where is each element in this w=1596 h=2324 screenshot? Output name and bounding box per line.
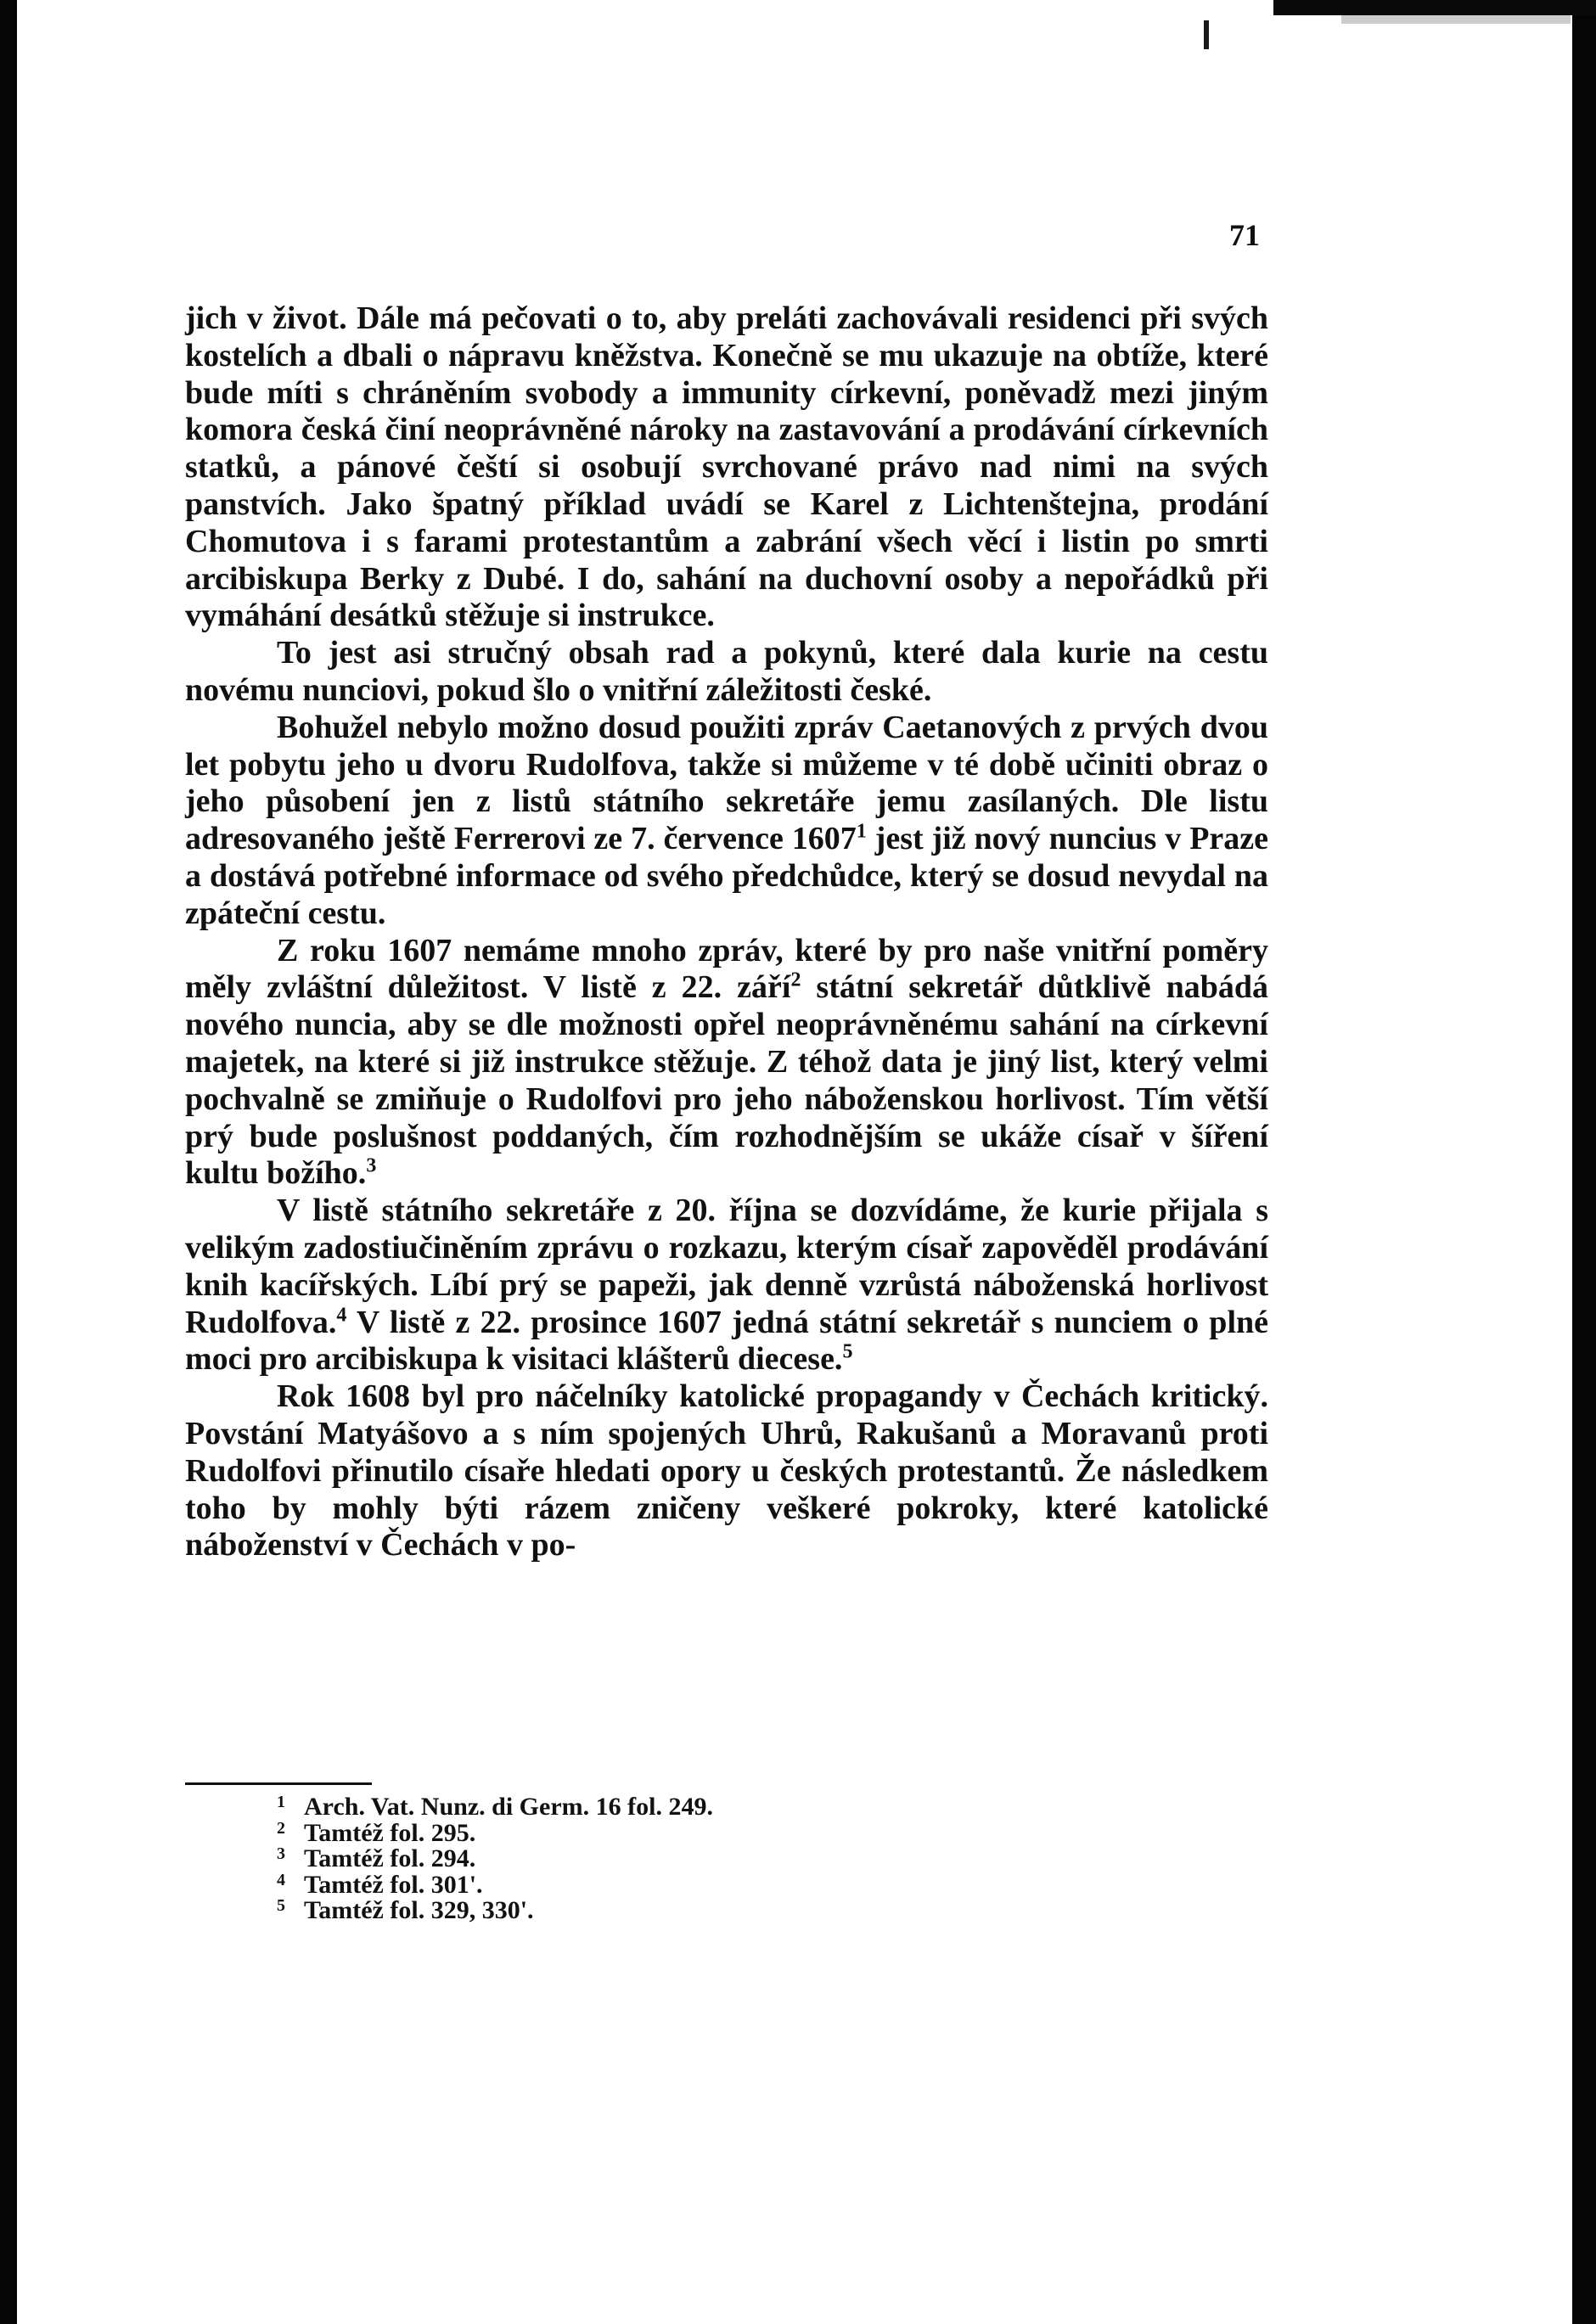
scan-artifact-mark [1204,20,1209,49]
footnote [277,1898,1041,1924]
body-text [185,300,1268,1564]
footnote-reference: 2 [790,968,801,991]
footnote [277,1794,1041,1821]
paragraph [185,933,1268,1193]
text-run: V listě z 22. prosince 1607 jedná státní sekretář s nunciem o plné moci pro arcibiskupa k visitaci klášterů diecese. [185,1304,1268,1378]
footnote-reference: 5 [842,1340,853,1363]
footnote-reference: 3 [366,1154,377,1177]
page-number: 71 [1229,218,1260,252]
text-run: jich v život. Dále má pečovati o to, aby preláti zachovávali residenci při svých kostelích a dbali o nápravu kněžstva. Konečně se mu ukazuje na obtíže, které bude míti s chráněním svobody a immunity církevní, poněvadž mezi jiným komora česká činí neoprávněné nároky na zastavování a prodávání církevních statků, a pánové čeští si osobují svrchované právo nad nimi na svých panstvích. Jako špatný příklad uvádí se Karel z Lichtenštejna, prodání Chomutova i s farami protestantům a zabrání všech věcí i listin po smrti arcibiskupa Berky z Dubé. I do, sahání na duchovní osoby a nepořádků při vymáhání desátků stěžuje si instrukce. [185,300,1268,634]
text-run: To jest asi stručný obsah rad a pokynů, které dala kurie na cestu novému nunciovi, pokud šlo o vnitřní záležitosti české. [185,635,1268,708]
footnote-text: Arch. Vat. Nunz. di Germ. 16 fol. 249. [304,1793,713,1821]
scan-border-top [1273,0,1596,15]
footnote-text: Tamtéž fol. 294. [304,1844,476,1872]
footnote-text: Tamtéž fol. 301'. [304,1870,483,1899]
footnote-text: Tamtéž fol. 295. [304,1818,476,1847]
scan-border-left [0,0,17,2324]
footnote-number: 2 [277,1818,285,1838]
footnote-number: 4 [277,1870,285,1889]
paragraph [185,300,1268,635]
footnote-number: 3 [277,1844,285,1863]
text-run: jest již nový nuncius v Praze a dostává potřebné informace od svého předchůdce, který se dosud nevydal na zpáteční cestu. [185,821,1268,931]
text-run: V listě státního sekretáře z 20. října se dozvídáme, že kurie přijala s velikým zadostiučiněním zprávu o rozkazu, kterým císař zapověděl prodávání knih kacířských. Líbí prý se papeži, jak denně vzrůstá náboženská horlivost Rudolfova. [185,1193,1268,1340]
footnote-divider [185,1782,372,1785]
footnote-text: Tamtéž fol. 329, 330'. [304,1896,534,1924]
text-run: státní sekretář důtklivě nabádá nového nuncia, aby se dle možnosti opřel neoprávněnému sahání na církevní majetek, na které si již instrukce stěžuje. Z téhož data je jiný list, který velmi pochvalně se zmiňuje o Rudolfovi pro jeho náboženskou horlivost. Tím větší prý bude poslušnost poddaných, čím rozhodnějším se ukáže císař v šíření kultu božího. [185,969,1268,1192]
footnote [277,1872,1041,1899]
footnote-number: 1 [277,1793,285,1811]
paragraph [185,635,1268,710]
footnote [277,1846,1041,1872]
text-run: Z roku 1607 nemáme mnoho zpráv, které by pro naše vnitřní poměry měly zvláštní důležitost. V listě z 22. září [185,932,1268,1006]
footnote-number: 5 [277,1896,285,1915]
scan-shadow-top [1341,15,1571,24]
paragraph [185,1193,1268,1378]
scan-border-right [1572,0,1596,2324]
paragraph [185,710,1268,933]
footnotes [277,1794,1041,1924]
footnote-reference: 1 [856,820,867,843]
footnote-reference: 4 [336,1303,347,1326]
text-run: Bohužel nebylo možno dosud použiti zpráv Caetanových z prvých dvou let pobytu jeho u dvoru Rudolfova, takže si můžeme v té době učiniti obraz o jeho působení jen z listů státního sekretáře jemu zasílaných. Dle listu adresovaného ještě Ferrerovi ze 7. července 1607 [185,709,1268,857]
paragraph [185,1378,1268,1564]
footnote [277,1818,1041,1847]
text-run: Rok 1608 byl pro náčelníky katolické propagandy v Čechách kritický. Povstání Matyášovo a s ním spojených Uhrů, Rakušanů a Moravanů proti Rudolfovi přinutilo císaře hledati opory u českých protestantů. Že následkem toho by mohly býti rázem zničeny veškeré pokroky, které katolické náboženství v Čechách v po- [185,1378,1268,1563]
